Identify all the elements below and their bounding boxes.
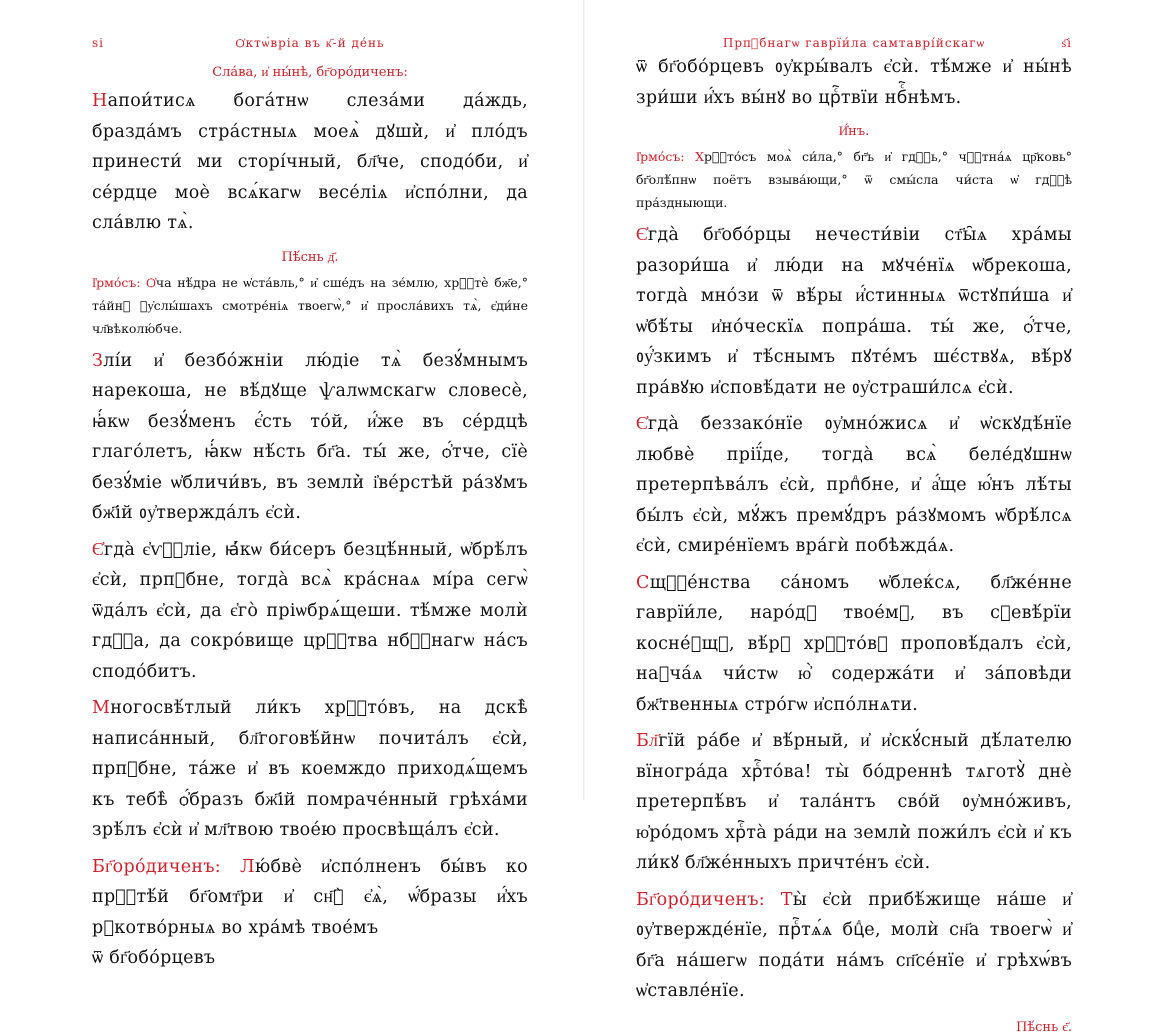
- page-gutter: [583, 0, 585, 800]
- paragraph-text: ы̀ є҆сѝ прибѣ́жище на́ше и҆ ᲂу҆твержде́нїе, прⷭ҇тѧ́ѧ бцⷣе, молѝ сн҃а твоегѡ̀ и҆ бг҃а на́шегѡ пода́ти на́мъ сп҃се́нїе и҆ грѣхѡ́въ ѡ҆ставле́нїе.: [636, 889, 1072, 1001]
- troparion-paragraph: [636, 409, 1072, 562]
- irmos-text: ча нѣ́дра не ѡ҆ста́вль,° и҆ сше́дъ на зе́млю, хрⷭ҇тѐ бж҃е,° та́йнꙋ ᲂу҆слы́шахъ смотре́ніѧ твоегѡ̀,° и҆ просла́вихъ тѧ̀, є҆ди́не чл҃вѣколю́бче.: [92, 274, 528, 336]
- irmos-label: І҆рмо́съ:: [92, 274, 147, 290]
- irmos-text: рⷭ҇то́съ моѧ̀ си́ла,° бг҃ъ и҆ гдⷭ҇ь,° чⷭ҇тна́ѧ цр҃ковь° бг҃олѣ́пнѡ поётъ взыва́ющи,° ѿ смы́сла чи́ста ѡ҆ гдⷭ҇ѣ пра́здныющи.: [636, 149, 1072, 210]
- slava-rubric: Сла́ва, и҆ ны́нѣ, бг҃оро́диченъ:: [212, 65, 408, 80]
- drop-initial: Є҆: [636, 414, 648, 434]
- next-ode-heading: Пѣ́снь є҃.: [1015, 1019, 1072, 1035]
- irmos-paragraph: [92, 271, 528, 340]
- drop-initial: З: [92, 350, 104, 371]
- left-running-head: [92, 36, 528, 60]
- drop-initial: Є҆: [636, 225, 648, 245]
- drop-initial: Т: [780, 889, 793, 910]
- continuation-paragraph: ѿ бг҃обо́рцевъ ᲂу҆кры́валъ є҆сѝ. тѣ́мже и҆ ны́нѣ зри́ши и҆́хъ вы́нꙋ во црⷭ҇твїи нбⷭ҇нѣмъ.: [636, 57, 1072, 108]
- paragraph-text: гїй ра́бе и҆ вѣ́рный, и҆ и҆скꙋ́сный дѣ́лателю вїногра́да хрⷭ҇то́ва! ты̀ бо́дреннѣ тѧготꙋ̀ днѐ претерпѣ́въ и҆ тала́нтъ сво́й ᲂу҆мно́живъ, ю҆ро́домъ хрⷭ҇та̀ ра́ди на земли̇̀ пожи́лъ є҆сѝ и҆ къ ли́кꙋ бл҃же́нныхъ причте́нъ є҆сѝ.: [636, 731, 1072, 873]
- troparion-paragraph: [92, 693, 528, 846]
- theotokion-label: Бг҃оро́диченъ:: [92, 856, 241, 877]
- paragraph-text: лі́и и҆ безбо́жніи лю́діе тѧ̀ безꙋ́мнымъ нарекоша, не вѣ́дꙋще ѱалѡмскагѡ словесѐ, ꙗ҆́кѡ безꙋ́менъ є҆́сть то́й, и҆́же въ се́рдцѣ глаго́летъ, ꙗ҆́кѡ нѣ́сть бг҃а. ты́ же, ѻ҆́тче, сїѐ безꙋ́міе ѡ҆бличи́въ, въ земли̇̀ і҆ве́рстѣй ра́зꙋмъ бж҃ій ᲂу҆твержда́лъ є҆сѝ.: [92, 350, 528, 523]
- troparion-paragraph: [636, 568, 1072, 721]
- drop-initial: Ѻ҆: [146, 274, 156, 290]
- paragraph-text: гда̀ беззако́нїе ᲂу҆мно́жисѧ и҆ ѡ҆скꙋдѣ́нїе любвѐ прії́де, тогда̀ всѧ̀ беле́дꙋшнѡ претерпѣва́лъ є҆сѝ, прпⷣбне, и҆ а҆́ще ю҆́нъ лѣ́ты бы́лъ є҆сѝ, мꙋ́жъ премꙋ́дръ ра́зꙋмомъ ѡ҆брѣ́лсѧ є҆сѝ, смире́нїемъ вра́гѝ побѣжда́ѧ.: [636, 414, 1072, 556]
- theotokion-paragraph: [92, 852, 528, 944]
- theotokion-paragraph: [92, 86, 528, 239]
- drop-initial: Є҆: [92, 539, 104, 560]
- troparion-paragraph: [92, 535, 528, 688]
- drop-initial: Н: [92, 91, 108, 111]
- theotokion-paragraph: [636, 885, 1072, 1007]
- right-running-title: Прпⷣбнагѡ гаврїи́ла самтаврі́йскагѡ: [722, 36, 986, 50]
- catchword: ѿ бг҃обо́рцевъ: [92, 948, 216, 968]
- paragraph-text: ю́бвѐ и҆спо́лненъ бы́въ ко прⷭ҇тѣ́й бг҃омт҃ри и҆ сн҃ꙋ̀ є҆ѧ̀, ѡ҆́бразы и҆́хъ рꙋкотво́рныѧ во хра́мѣ твое́мъ: [92, 856, 528, 938]
- troparion-paragraph: [636, 220, 1072, 403]
- right-page-number: ѕ҃і: [1061, 36, 1072, 50]
- troparion-paragraph: [636, 726, 1072, 879]
- other-canon-heading: И҆́нъ.: [838, 124, 870, 139]
- left-running-title: Ѻ҆ктѡ́вріа въ к҃-й де́нь: [235, 36, 385, 50]
- drop-initial: Бл҃: [636, 731, 659, 751]
- ode-heading: Пѣ́снь д҃.: [281, 249, 339, 265]
- left-page-number: ѕі: [92, 36, 104, 50]
- paragraph-text: щⷭ҇е́нства са́номъ ѡ҆блеќсѧ, бл҃же́нне гаврїи́ле, наро́дꙋ твое́мꙋ, въ сꙋевѣ́рїи косне́ꙋщꙋ, вѣ́рꙋ хрⷭ҇то́вꙋ проповѣ́далъ є҆сѝ, наꙋча́ѧ чи́стѡ ю҆̀ содержа́ти и҆ за́повѣди бж҃твенныѧ стро́гѡ и҆спо́лнѧти.: [636, 572, 1072, 715]
- right-page: [636, 0, 1072, 1035]
- right-running-head: [636, 36, 1072, 60]
- paragraph-text: гда̀ є҆ѵⷢ҇ліе, ꙗ҆́кѡ би́серъ безцѣ́нный, ѡ҆брѣ́лъ є҆сѝ, прпⷣбне, тогда̀ всѧ̀ кра́снаѧ мі́ра сегѡ̀ ѿда́лъ є҆сѝ, да є҆го̀ пріѡбрѧ́щеши. тѣ́мже молѝ гдⷭ҇а, да сокро́вище црⷭ҇тва нбⷭ҇нагѡ на́съ сподо́битъ.: [92, 539, 528, 682]
- theotokion-label: Бг҃оро́диченъ:: [636, 889, 781, 910]
- paragraph-text: ногосвѣ́тлый ли́къ хрⷭ҇то́въ, на дскѣ̀ написа́нный, бл҃гоговѣ́йнѡ почита́лъ є҆сѝ, прпⷣбне, та́же и҆ въ коемждо приходѧ́щемъ къ тебѣ̀ ѻ҆́бразъ бж҃ій помраче́нный грѣха́ми зрѣ́лъ є҆сѝ и҆ мл҃твою твое́ю просвѣща́лъ є҆сѝ.: [92, 698, 528, 840]
- paragraph-text: гда̀ бг҃обо́рцы нечести́віи ст҃ы̑ѧ хра́мы разори́ша и҆ лю́ди на мꙋче́нїѧ ѡ҆брекоша, тогда̀ мно́зи ѿ вѣ́ры и҆́стинныѧ ѿстꙋпи́ша и҆ ѡ҆бѣ́ты и҆но́ческїѧ попра́ша. ты́ же, ѻ҆́тче, ᲂу҆́зкимъ и҆ тѣ́снымъ пꙋте́мъ шє́ствꙋѧ, вѣ́рꙋ пра́вꙋю и҆сповѣ́дати не ᲂу҆страши́лсѧ є҆сѝ.: [636, 225, 1072, 398]
- left-page: [92, 0, 528, 968]
- irmos-paragraph: [636, 145, 1072, 214]
- drop-initial: М: [92, 698, 111, 718]
- drop-initial: С: [636, 572, 650, 593]
- troparion-paragraph: [92, 346, 528, 529]
- irmos-label: І҆рмо́съ:: [636, 149, 696, 164]
- drop-initial: Л: [240, 856, 255, 877]
- drop-initial: Х: [695, 149, 704, 164]
- paragraph-text: апои́тисѧ бога́тнѡ слеза́ми да́ждь, бразда́мъ стра́стныѧ моеѧ̀ дꙋши̇̀, и҆ пло́дъ принести́ ми сторі́чный, бл҃че, сподо́би, и҆ се́рдце моѐ всѧ́кагѡ весе́ліѧ и҆спо́лни, да сла́влю тѧ̀.: [92, 91, 528, 233]
